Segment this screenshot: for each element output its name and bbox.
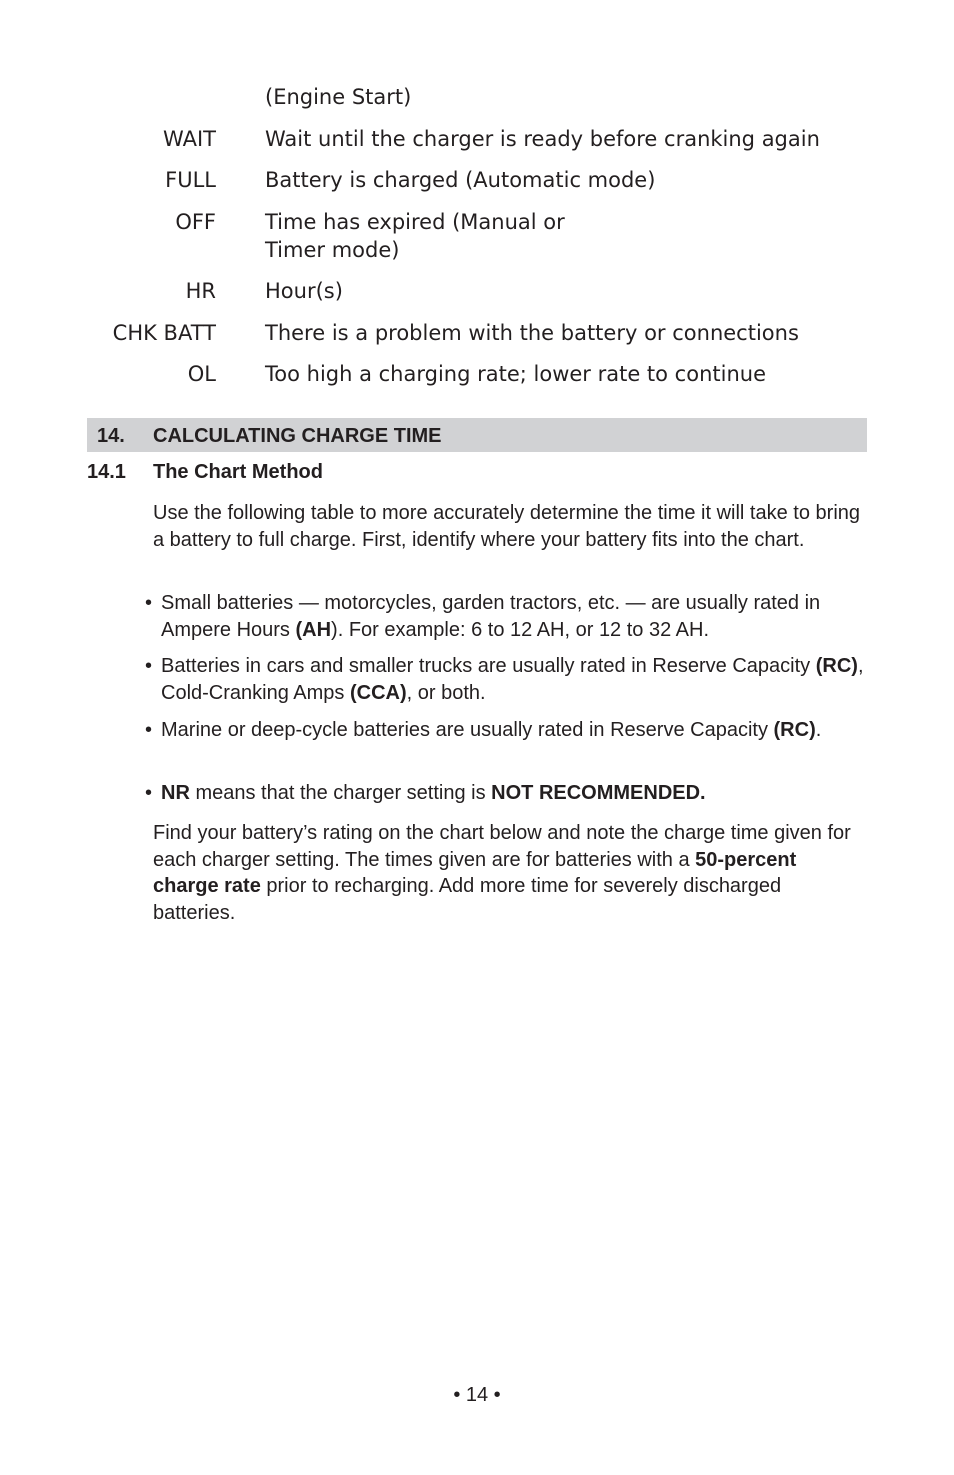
code-key: HR	[185, 279, 216, 303]
code-description: Time has expired (Manual or	[265, 210, 565, 234]
page-number: • 14 •	[453, 1384, 501, 1406]
bullet-text: NR means that the charger setting is NOT RECOMMENDED.	[161, 782, 706, 804]
bullet-icon: •	[145, 782, 153, 804]
subsection-title: The Chart Method	[153, 461, 323, 483]
section-heading	[87, 418, 867, 452]
bullet-text: Small batteries — motorcycles, garden tractors, etc. — are usually rated in Ampere Hours (AH). For example: 6 to 12 AH, or 12 to 32 AH.	[161, 592, 821, 641]
bullet-text: Marine or deep-cycle batteries are usually rated in Reserve Capacity (RC).	[161, 719, 822, 741]
code-description: Battery is charged (Automatic mode)	[265, 168, 656, 192]
subsection-number: 14.1	[87, 461, 126, 483]
code-description: (Engine Start)	[265, 85, 412, 109]
code-description: Wait until the charger is ready before cranking again	[265, 127, 820, 151]
code-key: OFF	[175, 210, 216, 234]
code-description: Hour(s)	[265, 279, 343, 303]
code-key: OL	[187, 362, 216, 386]
code-description: Too high a charging rate; lower rate to continue	[265, 362, 766, 386]
outro-paragraph: Find your battery’s rating on the chart below and note the charge time given for each charger setting. The times given are for batteries with a 50-percent charge rate prior to recharging. Add more time for severely discharged batteries.	[153, 822, 851, 924]
section-number: 14.	[97, 425, 125, 447]
code-description: Timer mode)	[265, 238, 400, 262]
code-description: There is a problem with the battery or connections	[265, 321, 799, 345]
bullet-icon: •	[145, 655, 153, 677]
section-title: CALCULATING CHARGE TIME	[153, 425, 442, 447]
code-key: WAIT	[162, 127, 216, 151]
code-key: CHK BATT	[112, 321, 216, 345]
bullet-icon: •	[145, 592, 153, 614]
intro-paragraph: Use the following table to more accurately determine the time it will take to bring a battery to full charge. First, identify where your battery fits into the chart.	[153, 502, 861, 551]
bullet-text: Batteries in cars and smaller trucks are usually rated in Reserve Capacity (RC), Cold-Cranking Amps (CCA), or both.	[161, 655, 864, 704]
bullet-icon: •	[145, 719, 153, 741]
code-key: FULL	[165, 168, 216, 192]
